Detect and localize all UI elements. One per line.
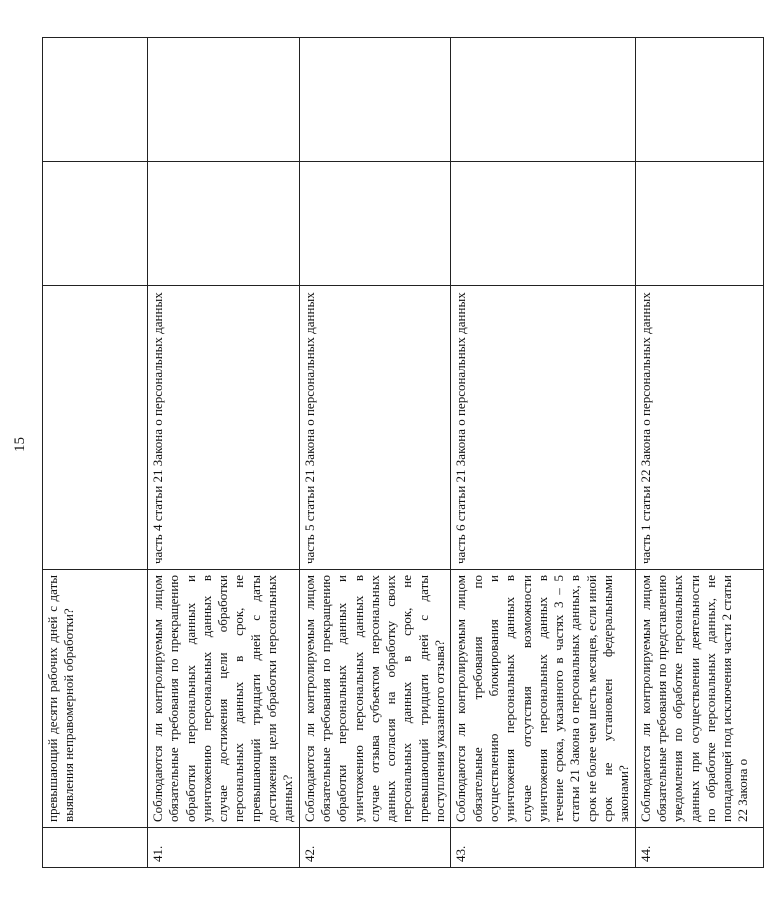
table-row — [148, 38, 300, 868]
row-number-cell: 42. — [299, 828, 451, 868]
note-cell — [299, 38, 451, 162]
note-cell — [43, 38, 148, 162]
answer-cell — [43, 162, 148, 286]
page-number: 15 — [12, 437, 28, 452]
row-number-cell: 44. — [635, 828, 763, 868]
answer-cell — [451, 162, 635, 286]
note-cell — [451, 38, 635, 162]
question-cell: Соблюдаются ли контролируемым лицом обязательные требования по прекращению обработки персональных данных и уничтожению персональных данных в случае отзыва субъектом персональных данных согласия на обработку своих персональных данных в срок, не превышающий тридцати дней с даты поступления указанного отзыва? — [299, 570, 451, 828]
law-cell: часть 4 статьи 21 Закона о персональных данных — [148, 286, 300, 570]
note-cell — [635, 38, 763, 162]
row-number-cell — [43, 828, 148, 868]
rotated-page-content — [42, 38, 751, 868]
row-number-cell: 41. — [148, 828, 300, 868]
question-cell: превышающий десяти рабочих дней с даты выявления неправомерной обработки? — [43, 570, 148, 828]
note-cell — [148, 38, 300, 162]
answer-cell — [635, 162, 763, 286]
law-cell: часть 6 статьи 21 Закона о персональных данных — [451, 286, 635, 570]
table-row — [451, 38, 635, 868]
table-row — [43, 38, 148, 868]
law-cell: часть 5 статьи 21 Закона о персональных данных — [299, 286, 451, 570]
answer-cell — [299, 162, 451, 286]
question-cell: Соблюдаются ли контролируемым лицом обязательные требования по осуществлению блокирования и уничтожения персональных данных в случае отсутствия возможности уничтожения персональных данных в течение срока, указанного в частях 3 – 5 статьи 21 Закона о персональных данных, в срок не более чем шесть месяцев, если иной срок не установлен федеральными законами? — [451, 570, 635, 828]
law-cell — [43, 286, 148, 570]
question-cell: Соблюдаются ли контролируемым лицом обязательные требования по прекращению обработки персональных данных и уничтожению персональных данных в случае достижения цели обработки персональных данных в срок, не превышающий тридцати дней с даты достижения цели обработки персональных данных? — [148, 570, 300, 828]
question-cell: Соблюдаются ли контролируемым лицом обязательные требования по представлению уведомления по обработке персональных данных при осуществлении деятельности по обработке персональных данных, не попадающей под исключения части 2 статьи 22 Закона о — [635, 570, 763, 828]
table-row — [635, 38, 763, 868]
row-number-cell: 43. — [451, 828, 635, 868]
answer-cell — [148, 162, 300, 286]
law-cell: часть 1 статьи 22 Закона о персональных данных — [635, 286, 763, 570]
checklist-table — [42, 37, 764, 868]
table-row — [299, 38, 451, 868]
